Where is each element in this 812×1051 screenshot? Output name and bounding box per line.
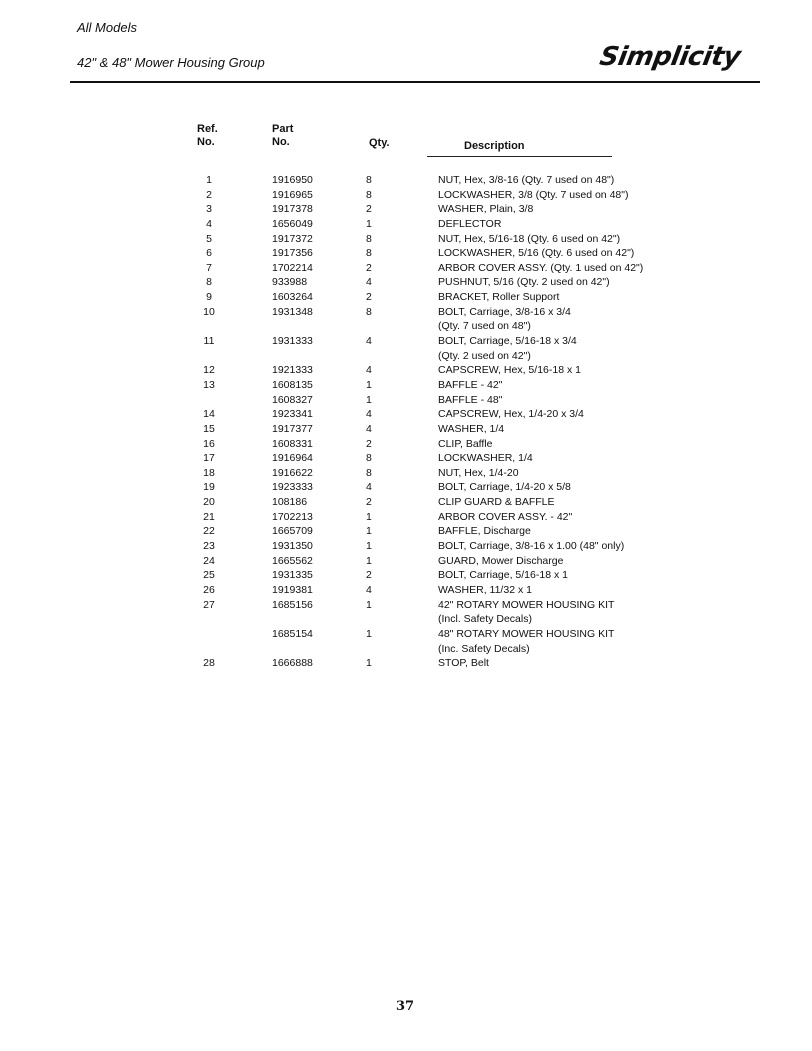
description-cell: STOP, Belt <box>438 657 489 670</box>
col-head-ref-line1: Ref. <box>197 123 218 135</box>
part-number-cell: 1919381 <box>272 583 313 596</box>
ref-cell: 25 <box>203 569 215 582</box>
qty-cell: 4 <box>366 481 372 494</box>
part-number-cell: 1685156 <box>272 598 313 611</box>
ref-cell: 28 <box>203 657 215 670</box>
parts-list <box>0 173 812 671</box>
part-number-cell: 1931335 <box>272 569 313 582</box>
qty-cell: 4 <box>366 364 372 377</box>
ref-cell: 2 <box>206 188 212 201</box>
part-number-cell: 1702214 <box>272 261 313 274</box>
qty-cell: 1 <box>366 525 372 538</box>
description-cell: GUARD, Mower Discharge <box>438 554 564 567</box>
description-cell: BOLT, Carriage, 5/16-18 x 3/4 <box>438 335 577 348</box>
table-row <box>0 334 812 349</box>
ref-cell: 1 <box>206 174 212 186</box>
description-cell: (Qty. 7 used on 48") <box>438 320 531 333</box>
ref-cell: 9 <box>206 291 212 304</box>
qty-cell: 1 <box>366 217 372 230</box>
header-group-title: 42" & 48" Mower Housing Group <box>77 55 265 70</box>
qty-cell: 4 <box>366 422 372 435</box>
description-cell: 48" ROTARY MOWER HOUSING KIT <box>438 627 615 640</box>
part-number-cell: 1921333 <box>272 364 313 377</box>
table-row <box>0 642 812 657</box>
qty-cell: 2 <box>366 261 372 274</box>
table-row <box>0 393 812 408</box>
part-number-cell: 1702213 <box>272 510 313 523</box>
part-number-cell: 1665562 <box>272 554 313 567</box>
table-row <box>0 349 812 364</box>
ref-cell: 15 <box>203 422 215 435</box>
description-cell: NUT, Hex, 5/16-18 (Qty. 6 used on 42") <box>438 232 621 245</box>
table-row <box>0 363 812 378</box>
qty-cell: 8 <box>366 305 372 318</box>
qty-cell: 8 <box>366 466 372 479</box>
qty-cell: 2 <box>366 203 372 216</box>
part-number-cell: 1916950 <box>272 174 313 186</box>
table-row <box>0 173 812 188</box>
description-cell: (Qty. 2 used on 42") <box>438 349 531 362</box>
col-head-part-line2: No. <box>272 136 290 148</box>
table-row <box>0 656 812 671</box>
table-row <box>0 627 812 642</box>
part-number-cell: 1608331 <box>272 437 313 450</box>
ref-cell: 27 <box>203 598 215 611</box>
col-head-qty: Qty. <box>369 137 390 149</box>
table-row <box>0 275 812 290</box>
qty-cell: 8 <box>366 174 372 186</box>
part-number-cell: 1916964 <box>272 452 313 465</box>
header-models: All Models <box>77 20 137 35</box>
table-row <box>0 422 812 437</box>
part-number-cell: 1916965 <box>272 188 313 201</box>
qty-cell: 8 <box>366 247 372 260</box>
table-row <box>0 524 812 539</box>
description-cell: BOLT, Carriage, 3/8-16 x 3/4 <box>438 305 571 318</box>
description-cell: CAPSCREW, Hex, 1/4-20 x 3/4 <box>438 408 584 421</box>
part-number-cell: 1917356 <box>272 247 313 260</box>
description-cell: CAPSCREW, Hex, 5/16-18 x 1 <box>438 364 581 377</box>
table-row <box>0 495 812 510</box>
description-cell: LOCKWASHER, 3/8 (Qty. 7 used on 48") <box>438 188 629 201</box>
description-cell: (Inc. Safety Decals) <box>438 642 530 655</box>
ref-cell: 12 <box>203 364 215 377</box>
ref-cell: 24 <box>203 554 215 567</box>
part-number-cell: 1923341 <box>272 408 313 421</box>
part-number-cell: 1685154 <box>272 627 313 640</box>
ref-cell: 7 <box>206 261 212 274</box>
ref-cell: 18 <box>203 466 215 479</box>
page-number: 37 <box>396 999 415 1014</box>
description-cell: CLIP GUARD & BAFFLE <box>438 496 555 509</box>
qty-cell: 8 <box>366 452 372 465</box>
table-row <box>0 261 812 276</box>
ref-cell: 5 <box>206 232 212 245</box>
qty-cell: 8 <box>366 232 372 245</box>
description-cell: ARBOR COVER ASSY. - 42" <box>438 510 573 523</box>
part-number-cell: 1931348 <box>272 305 313 318</box>
qty-cell: 2 <box>366 569 372 582</box>
header-rule <box>70 81 760 83</box>
description-cell: BAFFLE, Discharge <box>438 525 531 538</box>
col-head-ref-line2: No. <box>197 136 215 148</box>
part-number-cell: 1608327 <box>272 393 313 406</box>
ref-cell: 10 <box>203 305 215 318</box>
part-number-cell: 1665709 <box>272 525 313 538</box>
table-row <box>0 612 812 627</box>
description-cell: CLIP, Baffle <box>438 437 493 450</box>
ref-cell: 19 <box>203 481 215 494</box>
qty-cell: 1 <box>366 554 372 567</box>
qty-cell: 2 <box>366 496 372 509</box>
col-head-description: Description <box>464 140 525 152</box>
table-row <box>0 568 812 583</box>
table-row <box>0 466 812 481</box>
description-cell: DEFLECTOR <box>438 217 502 230</box>
col-head-ref <box>197 123 218 149</box>
description-cell: WASHER, Plain, 3/8 <box>438 203 534 216</box>
table-row <box>0 554 812 569</box>
part-number-cell: 108186 <box>272 496 308 509</box>
table-row <box>0 290 812 305</box>
table-row <box>0 437 812 452</box>
description-cell: 42" ROTARY MOWER HOUSING KIT <box>438 598 615 611</box>
part-number-cell: 1923333 <box>272 481 313 494</box>
table-row <box>0 217 812 232</box>
column-header-rule <box>427 156 612 157</box>
qty-cell: 2 <box>366 437 372 450</box>
ref-cell: 16 <box>203 437 215 450</box>
ref-cell: 20 <box>203 496 215 509</box>
table-row <box>0 451 812 466</box>
part-number-cell: 1603264 <box>272 291 313 304</box>
part-number-cell: 1931333 <box>272 335 313 348</box>
qty-cell: 1 <box>366 510 372 523</box>
qty-cell: 4 <box>366 583 372 596</box>
part-number-cell: 1917378 <box>272 203 313 216</box>
qty-cell: 1 <box>366 627 372 640</box>
table-row <box>0 583 812 598</box>
qty-cell: 4 <box>366 276 372 289</box>
description-cell: BAFFLE - 42" <box>438 378 503 391</box>
description-cell: BOLT, Carriage, 5/16-18 x 1 <box>438 569 568 582</box>
ref-cell: 11 <box>203 335 215 348</box>
qty-cell: 1 <box>366 378 372 391</box>
description-cell: LOCKWASHER, 1/4 <box>438 452 533 465</box>
table-row <box>0 378 812 393</box>
table-row <box>0 305 812 320</box>
table-row <box>0 598 812 613</box>
description-cell: BAFFLE - 48" <box>438 393 503 406</box>
table-row <box>0 539 812 554</box>
description-cell: NUT, Hex, 3/8-16 (Qty. 7 used on 48") <box>438 174 615 186</box>
table-row <box>0 246 812 261</box>
ref-cell: 14 <box>203 408 215 421</box>
ref-cell: 21 <box>203 510 215 523</box>
table-row <box>0 510 812 525</box>
table-row <box>0 480 812 495</box>
qty-cell: 2 <box>366 291 372 304</box>
part-number-cell: 1916622 <box>272 466 313 479</box>
description-cell: (Incl. Safety Decals) <box>438 613 532 626</box>
part-number-cell: 1917372 <box>272 232 313 245</box>
part-number-cell: 1917377 <box>272 422 313 435</box>
table-row <box>0 202 812 217</box>
part-number-cell: 1608135 <box>272 378 313 391</box>
ref-cell: 3 <box>206 203 212 216</box>
qty-cell: 1 <box>366 598 372 611</box>
col-head-part <box>272 123 293 149</box>
qty-cell: 1 <box>366 393 372 406</box>
ref-cell: 13 <box>203 378 215 391</box>
description-cell: NUT, Hex, 1/4-20 <box>438 466 519 479</box>
col-head-part-line1: Part <box>272 123 294 135</box>
ref-cell: 23 <box>203 540 215 553</box>
ref-cell: 6 <box>206 247 212 260</box>
description-cell: WASHER, 11/32 x 1 <box>438 583 532 596</box>
part-number-cell: 1656049 <box>272 217 313 230</box>
description-cell: BOLT, Carriage, 3/8-16 x 1.00 (48" only) <box>438 540 625 553</box>
qty-cell: 1 <box>366 657 372 670</box>
ref-cell: 17 <box>203 452 215 465</box>
description-cell: BRACKET, Roller Support <box>438 291 560 304</box>
description-cell: PUSHNUT, 5/16 (Qty. 2 used on 42") <box>438 276 610 289</box>
ref-cell: 22 <box>203 525 215 538</box>
table-row <box>0 407 812 422</box>
part-number-cell: 1931350 <box>272 540 313 553</box>
table-row <box>0 319 812 334</box>
description-cell: ARBOR COVER ASSY. (Qty. 1 used on 42") <box>438 261 644 274</box>
qty-cell: 4 <box>366 408 372 421</box>
brand-logo: Simplicity <box>597 42 743 72</box>
ref-cell: 26 <box>203 583 215 596</box>
part-number-cell: 933988 <box>272 276 308 289</box>
qty-cell: 1 <box>366 540 372 553</box>
description-cell: BOLT, Carriage, 1/4-20 x 5/8 <box>438 481 571 494</box>
ref-cell: 8 <box>206 276 212 289</box>
qty-cell: 4 <box>366 335 372 348</box>
part-number-cell: 1666888 <box>272 657 313 670</box>
table-row <box>0 232 812 247</box>
description-cell: LOCKWASHER, 5/16 (Qty. 6 used on 42") <box>438 247 635 260</box>
description-cell: WASHER, 1/4 <box>438 422 505 435</box>
ref-cell: 4 <box>206 217 212 230</box>
table-row <box>0 188 812 203</box>
qty-cell: 8 <box>366 188 372 201</box>
